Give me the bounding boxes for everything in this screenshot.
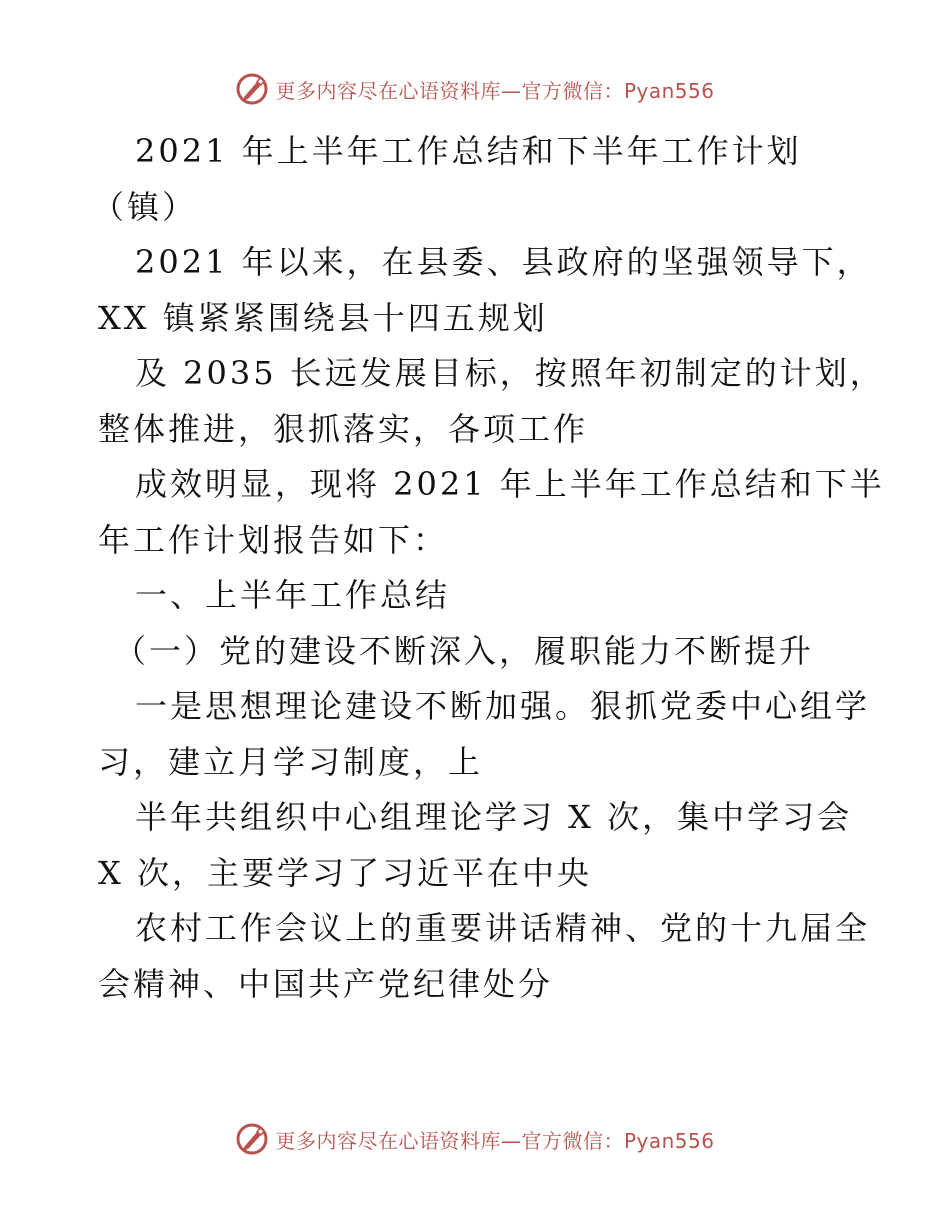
document-subtitle: （镇） <box>92 187 198 226</box>
paragraph-line: 农村工作会议上的重要讲话精神、党的十九届全 <box>135 909 871 947</box>
paragraph-line: 会精神、中国共产党纪律处分 <box>98 964 554 1003</box>
paragraph-line: 年工作计划报告如下： <box>98 520 449 559</box>
header-watermark <box>0 72 950 106</box>
pen-logo-icon <box>235 72 269 106</box>
pen-logo-icon <box>235 1122 269 1156</box>
watermark-text: 更多内容尽在心语资料库—官方微信：Pyan556 <box>275 1128 715 1153</box>
watermark-text: 更多内容尽在心语资料库—官方微信：Pyan556 <box>275 78 715 103</box>
document-body <box>92 124 885 1012</box>
paragraph-line: X 次，主要学习了习近平在中央 <box>98 853 592 892</box>
paragraph-line: 成效明显，现将 2021 年上半年工作总结和下半 <box>135 465 885 503</box>
paragraph-line: XX 镇紧紧围绕县十四五规划 <box>98 298 548 337</box>
subsection-heading: （一）党的建设不断深入，履职能力不断提升 <box>114 631 815 670</box>
paragraph-line: 及 2035 长远发展目标，按照年初制定的计划， <box>135 354 885 392</box>
paragraph-line: 2021 年以来，在县委、县政府的坚强领导下， <box>135 243 872 281</box>
document-title: 2021 年上半年工作总结和下半年工作计划 <box>135 132 802 170</box>
paragraph-line: 整体推进，狠抓落实，各项工作 <box>98 409 589 448</box>
footer-watermark <box>0 1122 950 1156</box>
paragraph-line: 半年共组织中心组理论学习 X 次，集中学习会 <box>135 798 853 836</box>
paragraph-line: 一是思想理论建设不断加强。狠抓党委中心组学 <box>135 687 871 725</box>
paragraph-line: 习，建立月学习制度，上 <box>98 742 484 781</box>
section-heading: 一、上半年工作总结 <box>135 576 451 614</box>
